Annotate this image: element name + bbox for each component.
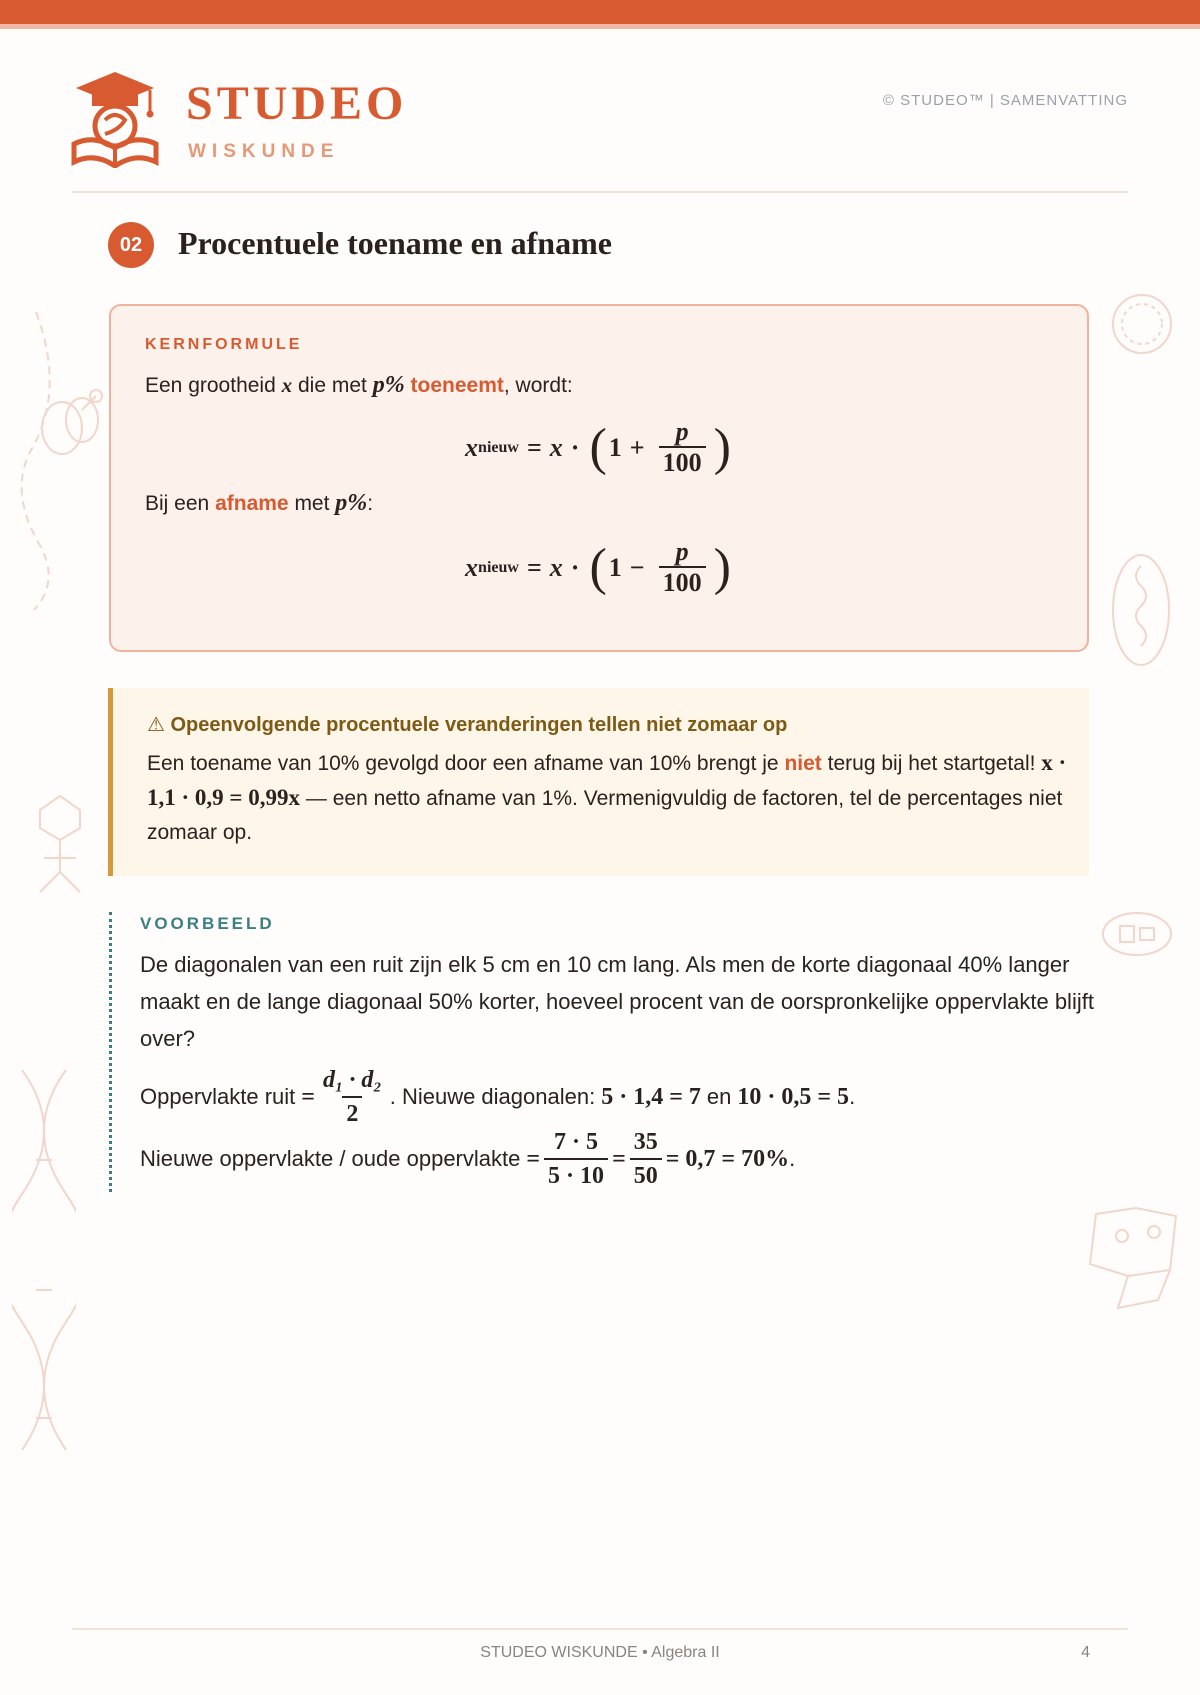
formula-dot: · — [570, 553, 580, 582]
intro-text: Een grootheid — [145, 374, 276, 397]
formula-subscript: nieuw — [478, 439, 519, 456]
paren-open: ( — [589, 539, 607, 596]
voorbeeld-label: VOORBEELD — [140, 914, 275, 933]
header-divider — [72, 191, 1128, 193]
ratio-numerator-1: 7 · 5 — [554, 1129, 599, 1155]
intro-text-end: , wordt: — [503, 374, 573, 397]
formula-plus: + — [629, 433, 645, 462]
second-text-end: : — [367, 492, 374, 515]
second-text-mid: met — [294, 492, 330, 515]
ratio-denominator-1: 5 · 10 — [544, 1158, 608, 1192]
intro-text-mid: die met — [297, 374, 367, 397]
footer-page-number: 4 — [1081, 1644, 1090, 1661]
top-accent-bar — [0, 0, 1200, 24]
ratio-equals-2: = — [612, 1145, 626, 1172]
formula-one: 1 — [608, 553, 622, 582]
footer-divider — [72, 1628, 1128, 1630]
formula-one: 1 — [608, 433, 622, 462]
kernformule-second — [145, 488, 373, 519]
warning-callout — [108, 688, 1089, 876]
area-text-end: . — [849, 1084, 856, 1109]
decorative-circle-doodle-icon — [1110, 292, 1174, 356]
graduation-cap-book-logo-icon — [70, 68, 160, 168]
ratio-result: = 0,7 = 70% — [665, 1145, 790, 1172]
warning-highlight: niet — [784, 752, 822, 775]
formula-decrease — [111, 538, 1087, 598]
header-meta: © STUDEO™ | SAMENVATTING — [882, 92, 1128, 109]
intro-variable: x — [281, 373, 293, 397]
kernformule-label: KERNFORMULE — [145, 336, 303, 353]
top-accent-bar-light — [0, 24, 1200, 29]
formula-lhs: x — [465, 433, 479, 462]
voorbeeld-line-ratio — [140, 1126, 795, 1192]
kernformule-box — [109, 304, 1089, 652]
formula-fraction — [659, 538, 706, 598]
section-title: Procentuele toename en afname — [178, 225, 612, 261]
calc-long-diagonal: 10 · 0,5 = 5 — [737, 1083, 850, 1110]
intro-highlight: toeneemt — [410, 374, 504, 397]
formula-equals: = — [526, 553, 542, 582]
decorative-cell-doodle-icon — [1110, 552, 1172, 668]
ratio-equals: = — [526, 1145, 541, 1172]
voorbeeld-line-area — [140, 1064, 855, 1130]
decorative-neuron-doodle-icon — [18, 310, 108, 610]
formula-x: x — [549, 553, 563, 582]
ratio-text: Nieuwe oppervlakte / oude oppervlakte — [140, 1146, 521, 1171]
area-fraction — [319, 1064, 386, 1130]
warning-text-end: — een netto afname van 1%. Vermenigvuldig de factoren, tel de percentages niet zomaar op. — [147, 787, 1063, 844]
warning-text-mid: terug bij het startgetal! — [827, 752, 1036, 775]
fraction-numerator: p — [675, 537, 689, 566]
fraction-denominator: 100 — [659, 566, 706, 598]
warning-title: ⚠ Opeenvolgende procentuele veranderingen tellen niet zomaar op — [147, 714, 788, 736]
fraction-denominator: 100 — [659, 446, 706, 478]
paren-open: ( — [589, 419, 607, 476]
area-numerator: d₁ · d₂ — [322, 1067, 382, 1093]
brand-name: STUDEO — [186, 77, 408, 130]
ratio-fraction-2 — [630, 1126, 662, 1192]
voorbeeld-question: De diagonalen van een ruit zijn elk 5 cm en 10 cm lang. Als men de korte diagonaal 40% langer maakt en de lange diagonaal 50% korter, hoeveel procent van de oorspronkelijke oppervlakte blijft over? — [140, 952, 1094, 1051]
area-text-mid: . Nieuwe diagonalen: — [389, 1084, 596, 1109]
area-denominator: 2 — [342, 1096, 362, 1130]
paren-close: ) — [713, 419, 731, 476]
formula-minus: − — [629, 553, 645, 582]
area-text: Oppervlakte ruit — [140, 1084, 296, 1109]
paren-close: ) — [713, 539, 731, 596]
section-number-badge: 02 — [108, 222, 154, 268]
footer-title: STUDEO WISKUNDE • Algebra II — [480, 1644, 720, 1661]
decorative-figure-doodle-icon — [30, 792, 90, 896]
voorbeeld-dotted-rule — [109, 912, 112, 1192]
formula-x: x — [549, 433, 563, 462]
formula-equals: = — [526, 433, 542, 462]
warning-body — [147, 746, 1067, 850]
second-text: Bij een — [145, 492, 210, 515]
ratio-denominator-2: 50 — [630, 1158, 662, 1192]
decorative-chip-doodle-icon — [1100, 910, 1174, 958]
formula-fraction — [659, 418, 706, 478]
decorative-dna-helix-icon — [12, 1064, 76, 1454]
second-highlight: afname — [215, 492, 289, 515]
warning-math: x · 1,1 · 0,9 = 0,99x — [147, 750, 1067, 810]
calc-short-diagonal: 5 · 1,4 = 7 — [601, 1083, 701, 1110]
area-text-en: en — [706, 1084, 732, 1109]
ratio-fraction-1 — [544, 1126, 608, 1192]
decorative-map-doodle-icon — [1088, 1204, 1184, 1312]
fraction-numerator: p — [675, 417, 689, 446]
formula-subscript: nieuw — [478, 559, 519, 576]
second-percent: p% — [335, 490, 368, 516]
ratio-text-end: . — [789, 1146, 796, 1171]
formula-increase — [111, 418, 1087, 478]
kernformule-intro — [145, 370, 573, 401]
brand-subject: WISKUNDE — [188, 141, 340, 162]
area-equals: = — [301, 1083, 315, 1110]
intro-percent: p% — [372, 372, 405, 398]
warning-text: Een toename van 10% gevolgd door een afname van 10% brengt je — [147, 752, 779, 775]
formula-dot: · — [570, 433, 580, 462]
ratio-numerator-2: 35 — [633, 1129, 658, 1155]
formula-lhs: x — [465, 553, 479, 582]
